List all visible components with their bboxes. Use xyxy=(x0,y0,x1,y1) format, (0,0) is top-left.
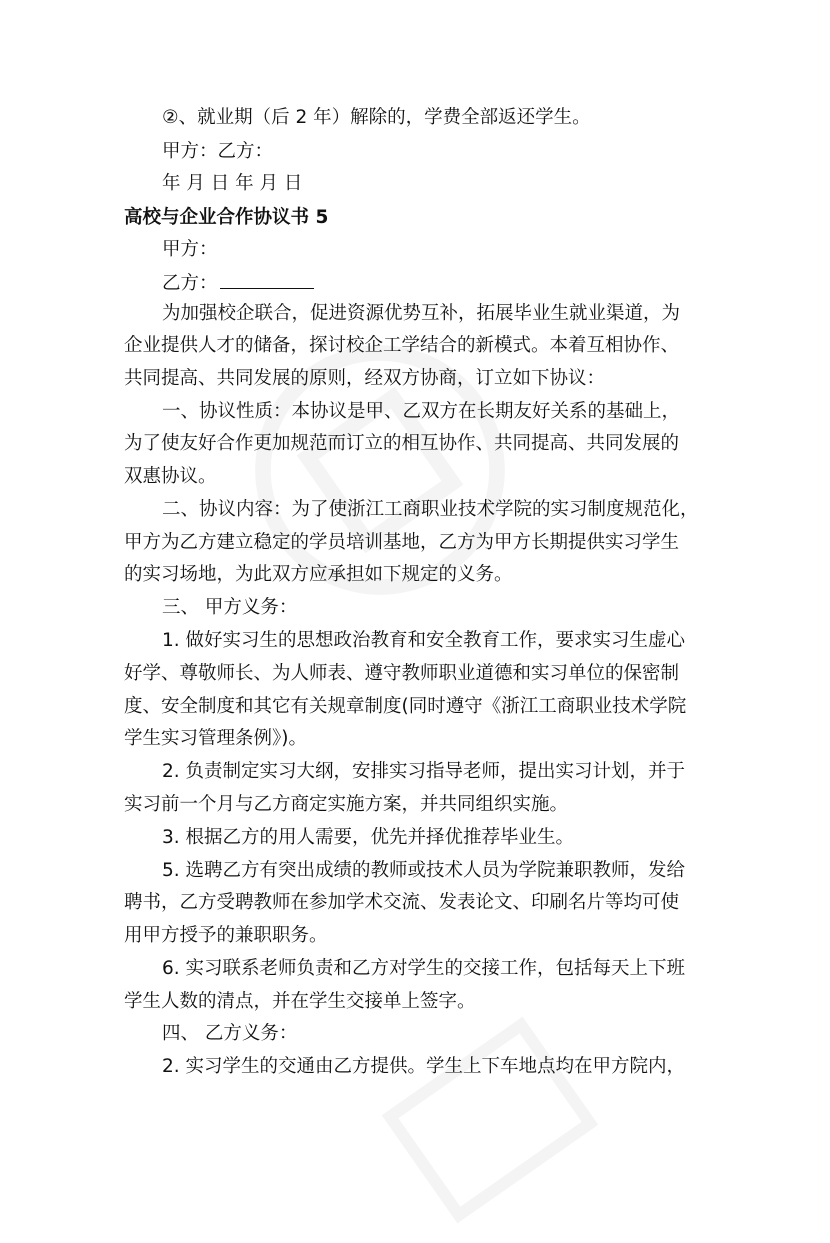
paragraph-line: 二、协议内容：为了使浙江工商职业技术学院的实习制度规范化， xyxy=(162,499,699,520)
paragraph-line: 为加强校企联合，促进资源优势互补，拓展毕业生就业渠道，为 xyxy=(162,303,681,324)
party-b-blank xyxy=(220,270,314,289)
paragraph-line: 共同提高、共同发展的原则，经双方协商，订立如下协议： xyxy=(124,368,606,389)
paragraph-line: 2. 实习学生的交通由乙方提供。学生上下车地点均在甲方院内， xyxy=(162,1056,686,1077)
paragraph-line: 一、协议性质：本协议是甲、乙双方在长期友好关系的基础上， xyxy=(162,401,681,422)
paragraph-line: 聘书，乙方受聘教师在参加学术交流、发表论文、印刷名片等均可使 xyxy=(124,892,680,913)
paragraph-line: 学生实习管理条例》)。 xyxy=(124,728,307,749)
paragraph-line: 6. 实习联系老师负责和乙方对学生的交接工作，包括每天上下班 xyxy=(162,958,686,979)
paragraph-line: 用甲方授予的兼职职务。 xyxy=(124,925,328,946)
paragraph-line: 5. 选聘乙方有突出成绩的教师或技术人员为学院兼职教师，发给 xyxy=(162,860,686,881)
section-label: 三、 甲方义务： xyxy=(162,597,298,618)
paragraph-line: 双惠协议。 xyxy=(124,466,217,487)
party-b-line xyxy=(162,270,762,296)
paragraph-line: 2. 负责制定实习大纲，安排实习指导老师，提出实习计划，并于 xyxy=(162,761,686,782)
text-line: ②、就业期（后 2 年）解除的，学费全部返还学生。 xyxy=(162,107,591,128)
section-heading: 高校与企业合作协议书 5 xyxy=(124,207,329,228)
signature-parties: 甲方：乙方： xyxy=(162,141,274,162)
paragraph-line: 甲方为乙方建立稳定的学员培训基地，乙方为甲方长期提供实习学生 xyxy=(124,532,680,553)
signature-dates: 年 月 日 年 月 日 xyxy=(162,173,303,194)
party-a-label: 甲方： xyxy=(162,239,218,260)
paragraph-line: 学生人数的清点，并在学生交接单上签字。 xyxy=(124,991,476,1012)
paragraph-line: 度、安全制度和其它有关规章制度(同时遵守《浙江工商职业技术学院 xyxy=(124,696,687,717)
party-b-label: 乙方： xyxy=(162,273,218,294)
paragraph-line: 1. 做好实习生的思想政治教育和安全教育工作，要求实习生虚心 xyxy=(162,630,686,651)
section-label: 四、 乙方义务： xyxy=(162,1023,298,1044)
paragraph-line: 的实习场地，为此双方应承担如下规定的义务。 xyxy=(124,564,513,585)
paragraph-line: 好学、尊敬师长、为人师表、遵守教师职业道德和实习单位的保密制 xyxy=(124,663,680,684)
paragraph-line: 实习前一个月与乙方商定实施方案，并共同组织实施。 xyxy=(124,794,569,815)
paragraph-line: 为了使友好合作更加规范而订立的相互协作、共同提高、共同发展的 xyxy=(124,433,680,454)
paragraph-line: 企业提供人才的储备，探讨校企工学结合的新模式。本着互相协作、 xyxy=(124,335,680,356)
paragraph-line: 3. 根据乙方的用人需要，优先并择优推荐毕业生。 xyxy=(162,827,575,848)
